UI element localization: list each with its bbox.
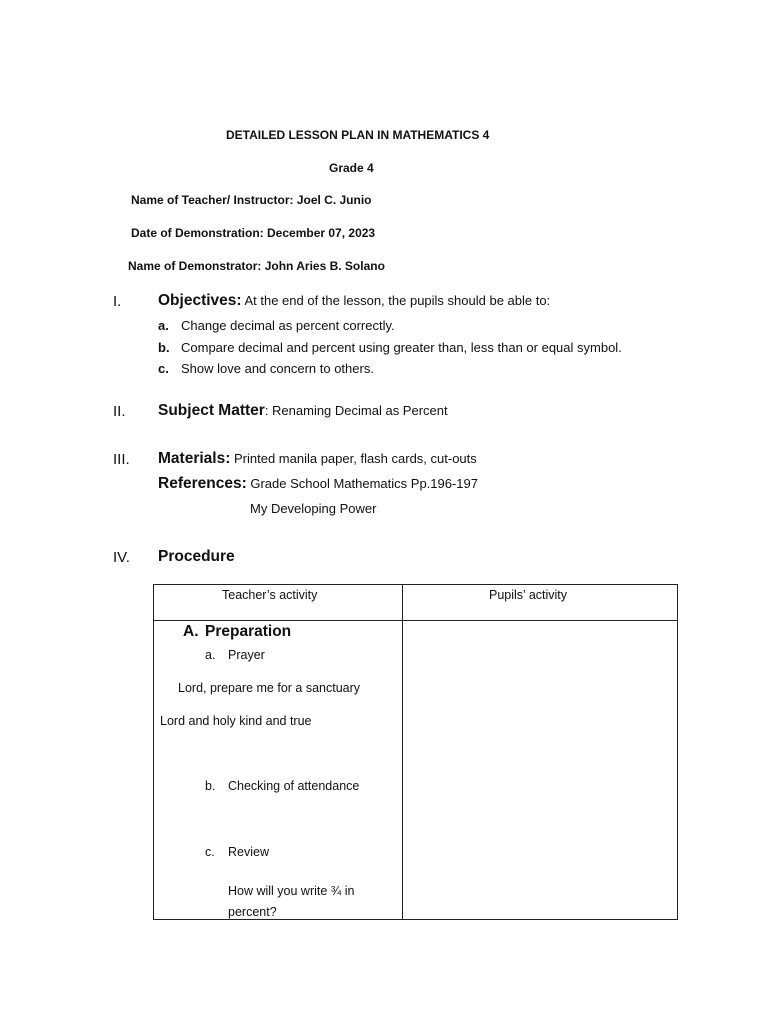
objective-text-a: Change decimal as percent correctly. bbox=[181, 318, 395, 333]
grade-label: Grade 4 bbox=[329, 161, 374, 175]
item-c-text: Review bbox=[228, 845, 269, 859]
document-title: DETAILED LESSON PLAN IN MATHEMATICS 4 bbox=[226, 128, 490, 142]
objective-letter-b: b. bbox=[158, 340, 170, 355]
review-question-line-1: How will you write ¾ in bbox=[228, 884, 355, 898]
subject-matter-title: Subject Matter bbox=[158, 402, 265, 419]
prayer-line-2: Lord and holy kind and true bbox=[160, 714, 312, 728]
subject-matter-text: : Renaming Decimal as Percent bbox=[264, 403, 448, 418]
materials-title: Materials: bbox=[158, 450, 231, 467]
item-a-text: Prayer bbox=[228, 648, 265, 662]
objectives-title: Objectives: bbox=[158, 292, 242, 309]
review-question-line-2: percent? bbox=[228, 905, 277, 919]
item-b-letter: b. bbox=[205, 779, 216, 793]
procedure-table bbox=[153, 584, 678, 920]
item-c-letter: c. bbox=[205, 845, 215, 859]
table-header-divider bbox=[154, 620, 677, 621]
objective-text-c: Show love and concern to others. bbox=[181, 361, 374, 376]
section-numeral-procedure: IV. bbox=[113, 549, 130, 566]
section-numeral-objectives: I. bbox=[113, 293, 122, 310]
objective-letter-c: c. bbox=[158, 361, 169, 376]
objective-text-b: Compare decimal and percent using greater than, less than or equal symbol. bbox=[181, 340, 622, 355]
item-b-text: Checking of attendance bbox=[228, 779, 360, 793]
table-header-pupils: Pupils’ activity bbox=[489, 588, 568, 602]
item-a-letter: a. bbox=[205, 648, 216, 662]
references-text: Grade School Mathematics Pp.196-197 bbox=[246, 476, 478, 491]
objective-letter-a: a. bbox=[158, 318, 169, 333]
references-heading bbox=[158, 475, 478, 493]
preparation-title: Preparation bbox=[205, 623, 292, 640]
objectives-intro: At the end of the lesson, the pupils should be able to: bbox=[241, 293, 551, 308]
materials-heading bbox=[158, 450, 477, 468]
section-numeral-materials: III. bbox=[113, 451, 130, 468]
subject-matter-heading bbox=[158, 402, 448, 420]
materials-text: Printed manila paper, flash cards, cut-outs bbox=[230, 451, 477, 466]
teacher-name: Name of Teacher/ Instructor: Joel C. Junio bbox=[131, 193, 372, 207]
procedure-title: Procedure bbox=[158, 548, 235, 565]
references-text-2: My Developing Power bbox=[250, 501, 377, 516]
section-numeral-subject-matter: II. bbox=[113, 403, 126, 420]
preparation-letter: A. bbox=[183, 623, 199, 640]
table-column-divider bbox=[402, 585, 403, 919]
demonstrator-name: Name of Demonstrator: John Aries B. Solano bbox=[128, 259, 385, 273]
objectives-heading bbox=[158, 292, 550, 310]
prayer-line-1: Lord, prepare me for a sanctuary bbox=[178, 681, 361, 695]
demonstration-date: Date of Demonstration: December 07, 2023 bbox=[131, 226, 376, 240]
table-header-teacher: Teacher’s activity bbox=[222, 588, 318, 602]
references-title: References: bbox=[158, 475, 247, 492]
